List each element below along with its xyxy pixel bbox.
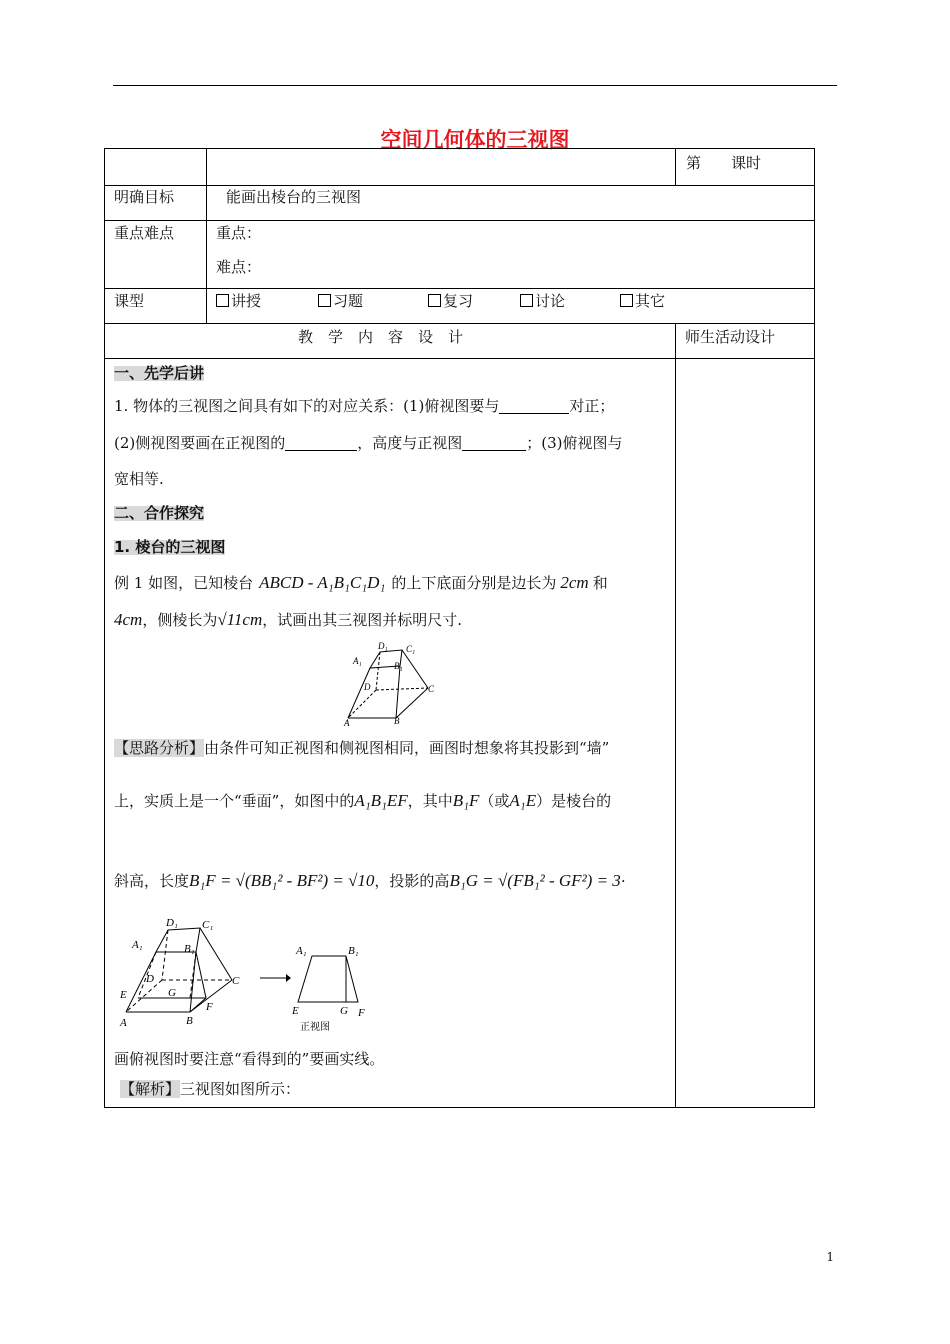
example-1-line-2: 4cm，侧棱长为√11cm，试画出其三视图并标明尺寸. <box>114 610 463 629</box>
svg-text:C: C <box>232 975 240 987</box>
table-row-goal <box>104 185 815 221</box>
svg-text:A₁: A₁ <box>296 945 307 957</box>
checkbox-icon <box>428 294 441 307</box>
table-row-key <box>104 220 815 289</box>
svg-text:B: B <box>186 1015 193 1027</box>
checkbox-icon <box>520 294 533 307</box>
design-label: 教 学 内 容 设 计 <box>298 328 464 346</box>
svg-text:C₁: C₁ <box>406 644 416 654</box>
example-1-line-1: 例 1 如图，已知棱台 ABCD - A₁B₁C₁D₁ 的上下底面分别是边长为 2cm 和 <box>114 573 608 592</box>
svg-text:C: C <box>428 684 435 694</box>
front-view-figure <box>288 938 372 1034</box>
question-1-line-2: (2)侧视图要画在正视图的 ，高度与正视图 ；(3)俯视图与 <box>114 434 623 452</box>
goal-text: 能画出棱台的三视图 <box>226 188 362 206</box>
activity-label: 师生活动设计 <box>685 328 776 346</box>
svg-text:A: A <box>344 718 350 728</box>
section-2-title: 二、合作探究 <box>114 504 205 522</box>
solution-line: 【解析】三视图如图所示： <box>120 1080 301 1098</box>
svg-text:G: G <box>168 987 176 999</box>
question-1-line-3: 宽相等. <box>114 470 164 488</box>
svg-text:B: B <box>394 716 400 726</box>
header-rule <box>113 85 837 86</box>
svg-text:D₁: D₁ <box>378 641 388 651</box>
goal-label: 明确目标 <box>114 188 175 206</box>
svg-text:G: G <box>340 1005 348 1017</box>
svg-text:A: A <box>120 1017 127 1029</box>
svg-text:A₁: A₁ <box>353 656 362 666</box>
svg-text:E: E <box>292 1005 299 1017</box>
key-label: 重点难点 <box>114 224 175 242</box>
checkbox-icon <box>216 294 229 307</box>
type-option-exercise[interactable]: 习题 <box>318 294 363 309</box>
activity-column <box>675 358 815 1108</box>
analysis-line-2: 上，实质上是一个“垂面”，如图中的A₁B₁EF，其中B₁F（或A₁E）是棱台的 <box>114 791 612 810</box>
frustum-projection-figure <box>116 912 252 1030</box>
svg-text:B₁: B₁ <box>348 945 359 957</box>
svg-text:E: E <box>120 989 127 1001</box>
lesson-number: 第 课时 <box>686 154 762 172</box>
front-view-caption: 正视图 <box>300 1022 330 1033</box>
svg-text:D₁: D₁ <box>166 917 178 929</box>
type-label: 课型 <box>114 292 145 310</box>
frustum-figure <box>342 640 442 728</box>
svg-text:C₁: C₁ <box>202 919 214 931</box>
section-1-title: 一、先学后讲 <box>114 364 205 382</box>
svg-text:B₁: B₁ <box>184 943 195 955</box>
analysis-line-1: 【思路分析】由条件可知正视图和侧视图相同，画图时想象将其投影到“墙” <box>114 739 610 757</box>
svg-text:F: F <box>358 1007 365 1019</box>
table-cell <box>104 148 207 186</box>
note-text: 画俯视图时要注意“看得到的”要画实线。 <box>114 1050 385 1068</box>
checkbox-icon <box>620 294 633 307</box>
svg-text:D: D <box>146 973 154 985</box>
checkbox-icon <box>318 294 331 307</box>
key-point: 重点： <box>216 224 262 242</box>
svg-text:F: F <box>206 1001 213 1013</box>
svg-text:D: D <box>364 682 371 692</box>
type-option-lecture[interactable]: 讲授 <box>216 294 261 309</box>
question-1-line-1: 1. 物体的三视图之间具有如下的对应关系：(1)俯视图要与 对正； <box>114 397 615 415</box>
type-option-review[interactable]: 复习 <box>428 294 473 309</box>
subsection-1-title: 1. 棱台的三视图 <box>114 538 226 556</box>
type-option-discussion[interactable]: 讨论 <box>520 294 565 309</box>
difficult-point: 难点： <box>216 258 262 276</box>
type-option-other[interactable]: 其它 <box>620 294 665 309</box>
analysis-line-3: 斜高，长度B₁F = √(BB₁² - BF²) = √10，投影的高B₁G = √(FB₁² - GF²) = 3· <box>114 871 626 890</box>
arrow-right-icon <box>258 972 292 984</box>
page-number: 1 <box>826 1250 834 1264</box>
page-title: 空间几何体的三视图 <box>380 128 570 152</box>
svg-text:A₁: A₁ <box>132 939 143 951</box>
svg-text:B₁: B₁ <box>394 661 403 671</box>
